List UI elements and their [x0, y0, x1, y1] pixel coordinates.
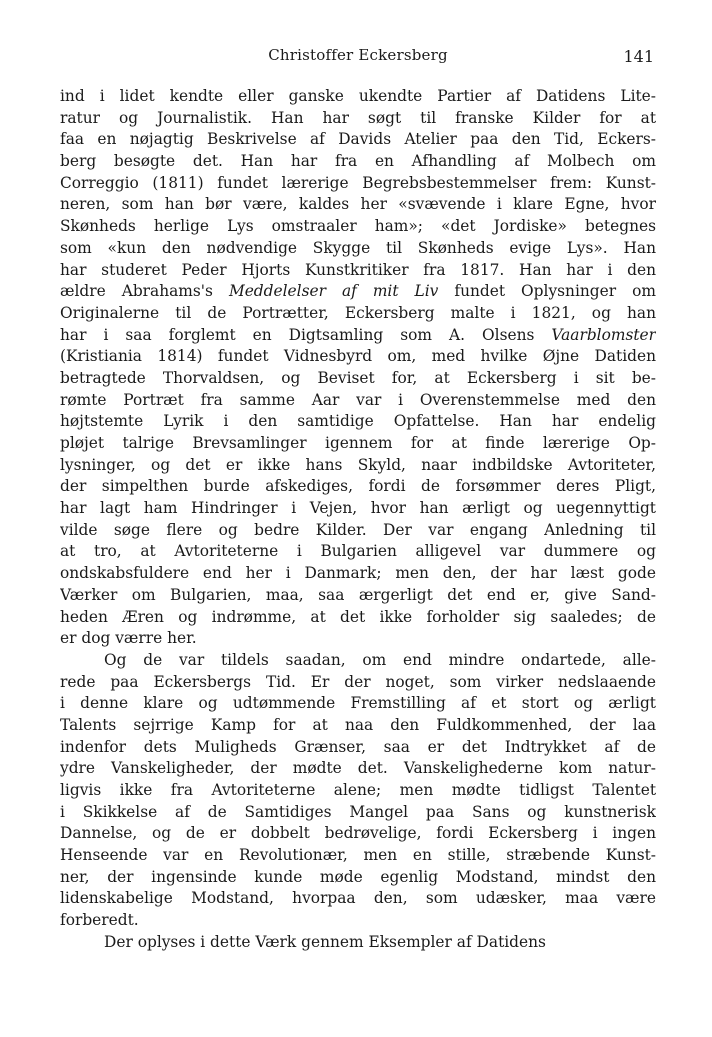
text-line [60, 281, 656, 303]
text-line [60, 390, 656, 412]
text-line [60, 216, 656, 238]
text-span: er dog værre her. [60, 629, 197, 648]
text-span: fundet Oplysninger om [438, 282, 656, 301]
text-line [60, 325, 656, 347]
text-span: Værker om Bulgarien, maa, saa ærgerligt det end er, give Sand- [60, 585, 656, 604]
text-line [60, 823, 656, 845]
text-span: indenfor dets Muligheds Grænser, saa er det Indtrykket af de [60, 737, 656, 756]
text-line [60, 411, 656, 433]
text-span: Originalerne til de Portrætter, Eckersberg malte i 1821, og han [60, 303, 656, 322]
text-span: heden Æren og indrømme, at det ikke forholder sig saaledes; de [60, 607, 656, 626]
text-line [60, 932, 656, 954]
text-line [60, 238, 656, 260]
text-line [60, 715, 656, 737]
text-line [60, 303, 656, 325]
text-span: neren, som han bør være, kaldes her «svævende i klare Egne, hvor [60, 195, 656, 214]
text-line [60, 173, 656, 195]
running-head [60, 46, 656, 72]
text-span: (Kristiania 1814) fundet Vidnesbyrd om, med hvilke Øjne Datiden [60, 347, 656, 366]
text-span: der simpelthen burde afskediges, fordi de forsømmer deres Pligt, [60, 477, 656, 496]
text-line [60, 346, 656, 368]
text-span: Og de var tildels saadan, om end mindre ondartede, alle- [104, 650, 656, 669]
text-line [60, 563, 656, 585]
text-span: rede paa Eckersbergs Tid. Er der noget, som virker nedslaaende [60, 672, 656, 691]
text-line [60, 693, 656, 715]
text-span: ner, der ingensinde kunde møde egenlig Modstand, mindst den [60, 867, 656, 886]
header-title: Christoffer Eckersberg [268, 46, 448, 64]
text-span: ydre Vanskeligheder, der mødte det. Vanskelighederne kom natur- [60, 759, 656, 778]
text-span: ældre Abrahams's [60, 282, 229, 301]
text-line [60, 585, 656, 607]
text-span: Der oplyses i dette Værk gennem Eksempler af Datidens [104, 932, 546, 951]
text-line [60, 541, 656, 563]
text-span: vilde søge flere og bedre Kilder. Der var engang Anledning til [60, 520, 656, 539]
text-span: ratur og Journalistik. Han har søgt til franske Kilder for at [60, 108, 656, 127]
text-line [60, 867, 656, 889]
text-line [60, 607, 656, 629]
text-line [60, 368, 656, 390]
text-span: berg besøgte det. Han har fra en Afhandling af Molbech om [60, 152, 656, 171]
text-span: har i saa forglemt en Digtsamling som A. Olsens [60, 325, 552, 344]
text-span: at tro, at Avtoriteterne i Bulgarien alligevel var dummere og [60, 542, 656, 561]
text-line [60, 260, 656, 282]
text-line [60, 650, 656, 672]
text-line [60, 802, 656, 824]
text-line [60, 845, 656, 867]
text-line [60, 498, 656, 520]
italic-title: Vaarblomster [551, 325, 656, 344]
text-span: ind i lidet kendte eller ganske ukendte Partier af Datidens Lite- [60, 87, 656, 105]
text-line [60, 476, 656, 498]
text-span: i denne klare og udtømmende Fremstilling af et stort og ærligt [60, 694, 656, 713]
text-span: i Skikkelse af de Samtidiges Mangel paa Sans og kunstnerisk [60, 802, 656, 821]
text-span: betragtede Thorvaldsen, og Beviset for, at Eckersberg i sit be- [60, 368, 656, 387]
text-span: lysninger, og det er ikke hans Skyld, naar indbildske Avtoriteter, [60, 455, 656, 474]
text-span: lidenskabelige Modstand, hvorpaa den, som udæsker, maa være [60, 889, 656, 908]
text-line [60, 780, 656, 802]
text-span: som «kun den nødvendige Skygge til Skønheds evige Lys». Han [60, 238, 656, 257]
text-line [60, 672, 656, 694]
text-span: pløjet talrige Brevsamlinger igennem for at finde lærerige Op- [60, 434, 656, 452]
text-span: Correggio (1811) fundet lærerige Begrebsbestemmelser frem: Kunst- [60, 173, 656, 192]
text-span: har studeret Peder Hjorts Kunstkritiker fra 1817. Han har i den [60, 260, 656, 279]
text-line [60, 433, 656, 455]
text-span: ondskabsfuldere end her i Danmark; men den, der har læst gode [60, 564, 656, 583]
text-span: Skønheds herlige Lys omstraaler ham»; «det Jordiske» betegnes [60, 217, 656, 236]
text-span: ligvis ikke fra Avtoriteterne alene; men mødte tidligst Talentet [60, 781, 656, 799]
text-span: Henseende var en Revolutionær, men en stille, stræbende Kunst- [60, 846, 656, 865]
text-line [60, 888, 656, 910]
text-line [60, 108, 656, 130]
text-line [60, 737, 656, 759]
text-span: forberedt. [60, 911, 139, 930]
text-line [60, 455, 656, 477]
text-line [60, 194, 656, 216]
text-line [60, 86, 656, 108]
text-line [60, 520, 656, 542]
text-span: har lagt ham Hindringer i Vejen, hvor han ærligt og uegennyttigt [60, 499, 656, 518]
text-span: højtstemte Lyrik i den samtidige Opfattelse. Han har endelig [60, 412, 656, 431]
text-span: rømte Portræt fra samme Aar var i Overenstemmelse med den [60, 390, 656, 409]
text-line [60, 129, 656, 151]
italic-title: Meddelelser af mit Liv [228, 282, 439, 301]
text-span: faa en nøjagtig Beskrivelse af Davids Atelier paa den Tid, Eckers- [60, 130, 656, 149]
text-line [60, 910, 656, 932]
text-line [60, 628, 656, 650]
text-line [60, 758, 656, 780]
page-number: 141 [623, 47, 654, 66]
body-text [60, 86, 656, 954]
text-span: Dannelse, og de er dobbelt bedrøvelige, fordi Eckersberg i ingen [60, 824, 656, 843]
text-span: Talents sejrrige Kamp for at naa den Fuldkommenhed, der laa [60, 715, 656, 734]
text-line [60, 151, 656, 173]
